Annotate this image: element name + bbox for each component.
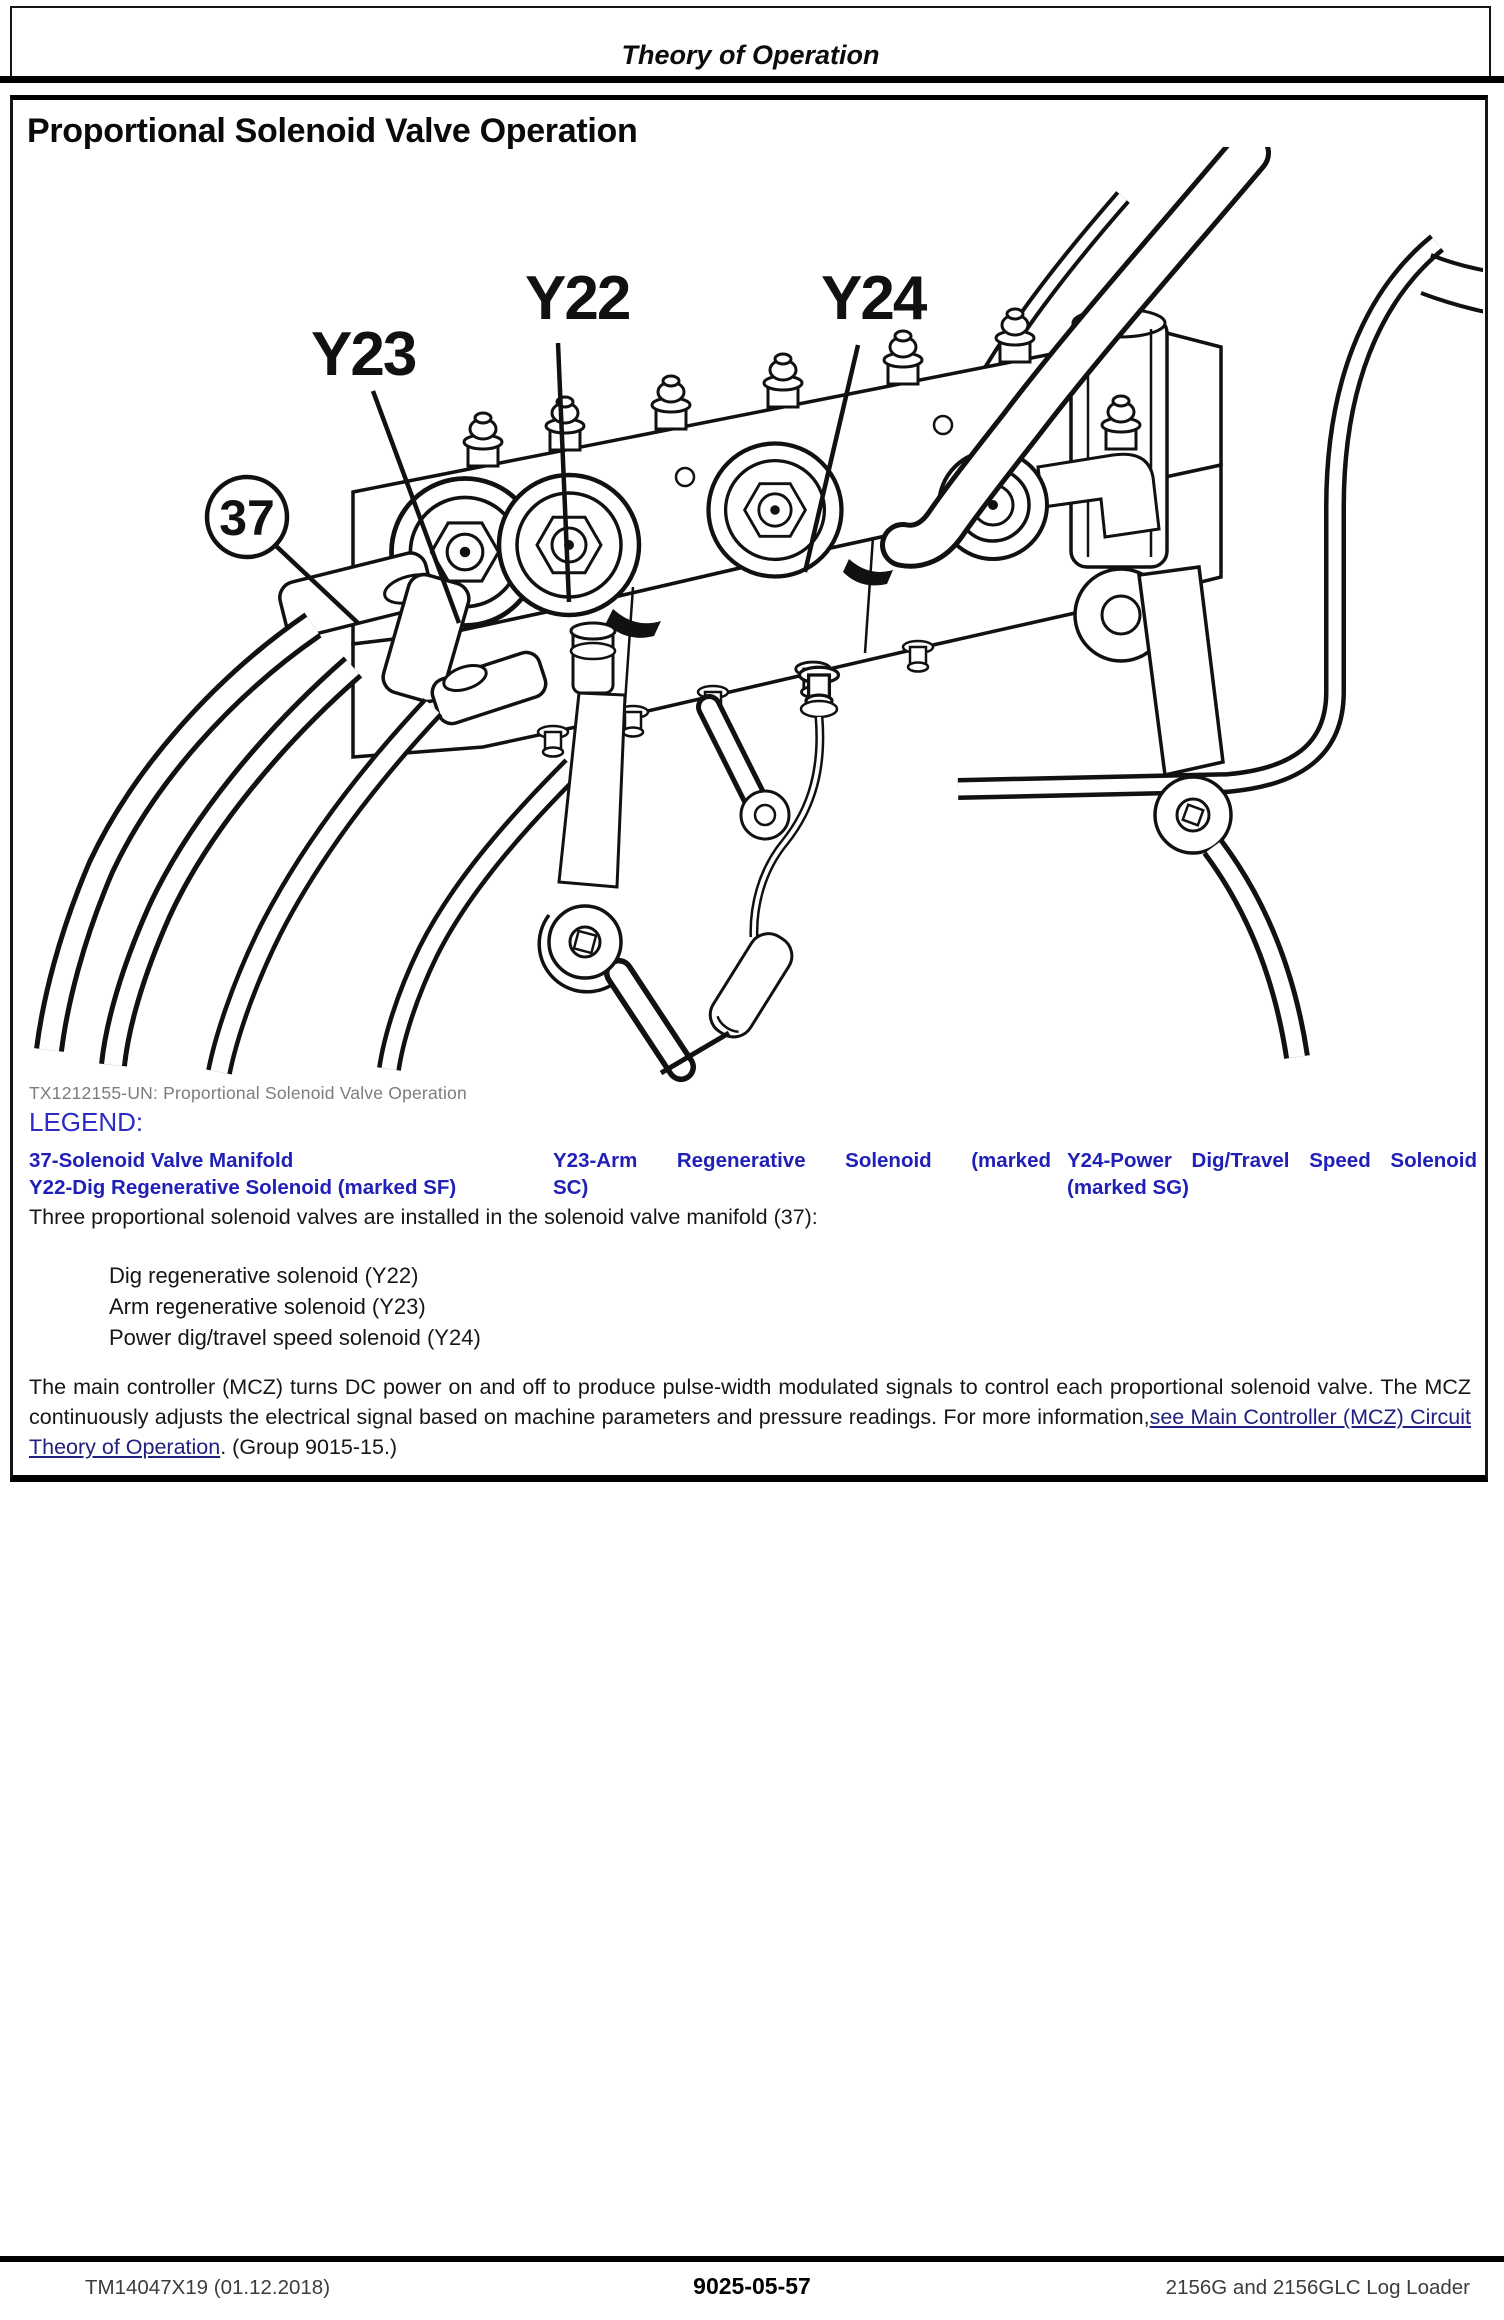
right-arm-fitting [1139, 567, 1297, 1057]
legend-item-y24-line2: (marked SG) [1067, 1176, 1189, 1199]
footer-model-name: 2156G and 2156GLC Log Loader [1165, 2276, 1470, 2299]
legend-item-y23-line1: Y23-Arm Regenerative Solenoid (marked [553, 1149, 1051, 1172]
header-box [10, 6, 1491, 76]
legend-item-37: 37-Solenoid Valve Manifold [29, 1149, 294, 1172]
solenoid-list [109, 1260, 481, 1353]
legend-column-1 [29, 1147, 537, 1201]
footer-rule [0, 2256, 1504, 2262]
figure-caption: TX1212155-UN: Proportional Solenoid Valve Operation [29, 1083, 467, 1103]
section-title: Proportional Solenoid Valve Operation [27, 112, 638, 150]
list-item: Dig regenerative solenoid (Y22) [109, 1263, 419, 1288]
legend-item-y24-line1: Y24-Power Dig/Travel Speed Solenoid [1067, 1149, 1477, 1172]
content-box [10, 95, 1488, 1482]
list-item: Arm regenerative solenoid (Y23) [109, 1294, 426, 1319]
list-item: Power dig/travel speed solenoid (Y24) [109, 1325, 481, 1350]
legend-column-2 [553, 1147, 1051, 1201]
legend [29, 1147, 1477, 1201]
intro-paragraph: Three proportional solenoid valves are installed in the solenoid valve manifold (37): [29, 1205, 818, 1229]
footer-page-number: 9025-05-57 [693, 2273, 811, 2299]
mcz-theory-link[interactable]: see Main Controller (MCZ) Circuit Theory of Operation [29, 1405, 1471, 1459]
paragraph-text-after: . (Group 9015-15.) [220, 1435, 398, 1459]
steel-tube-assembly [661, 667, 839, 1073]
callout-y24-label: Y24 [821, 264, 926, 333]
legend-heading: LEGEND: [29, 1107, 144, 1137]
paragraph-text: The main controller (MCZ) turns DC power on and off to produce pulse-width modulated signals to control each proportional solenoid valve. The MCZ continuously adjusts the electrical signal based on machine parameters and pressure readings. For more information, [29, 1375, 1471, 1429]
callout-37-label: 37 [219, 490, 275, 546]
page-header-title: Theory of Operation [621, 40, 880, 70]
legend-item-y23-line2: SC) [553, 1176, 589, 1199]
callout-y22-label: Y22 [525, 264, 630, 333]
footer-document-number: TM14047X19 (01.12.2018) [85, 2276, 331, 2299]
legend-column-3 [1067, 1147, 1477, 1201]
main-paragraph [29, 1372, 1471, 1462]
header-rule [0, 76, 1504, 83]
callout-y23-label: Y23 [311, 320, 416, 389]
solenoid-valve-figure [13, 147, 1483, 1082]
legend-item-y22: Y22-Dig Regenerative Solenoid (marked SF) [29, 1176, 457, 1199]
